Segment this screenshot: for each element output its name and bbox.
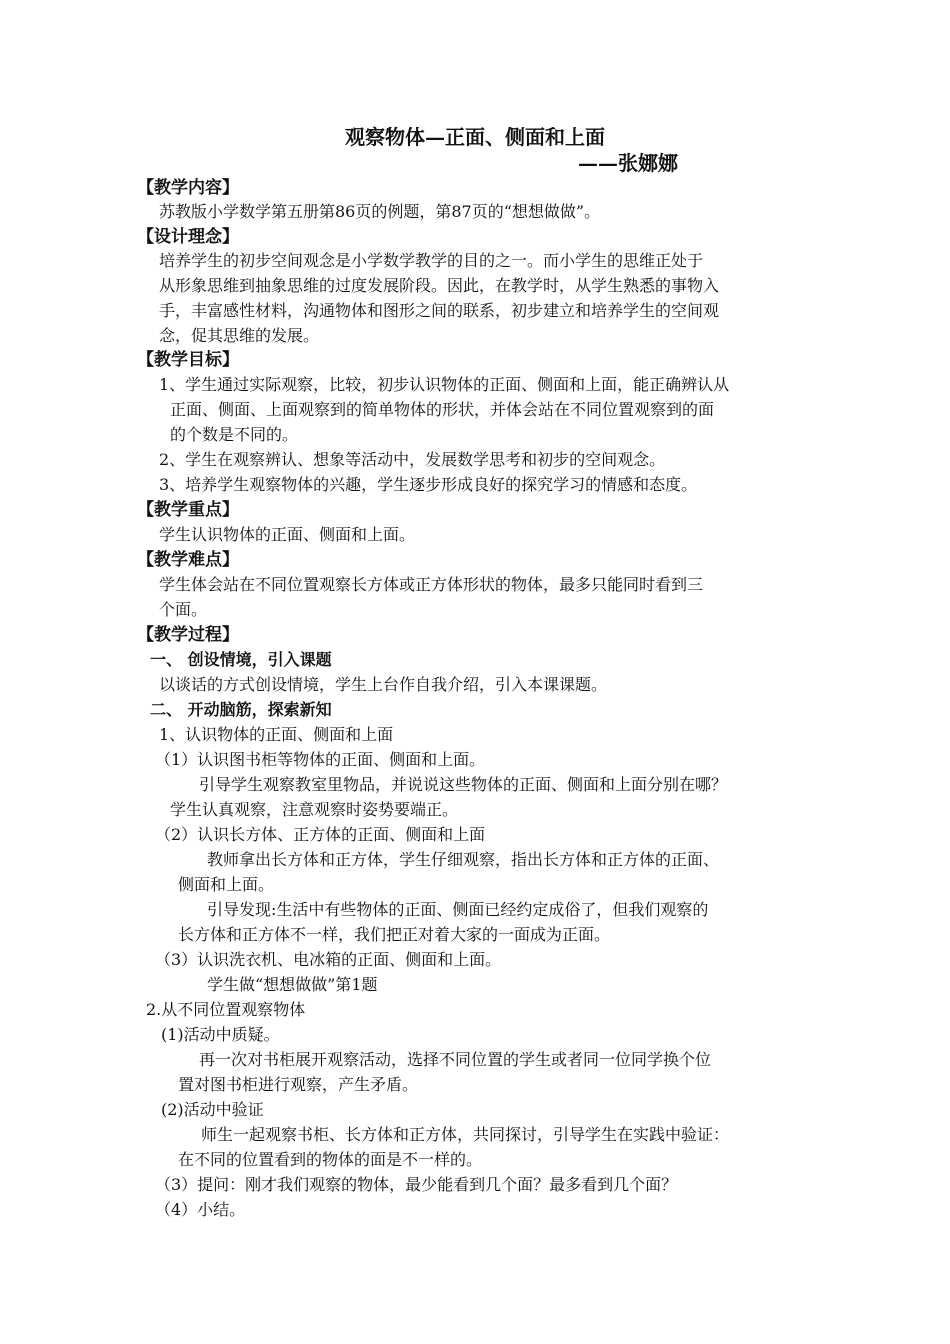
process-line: 引导发现:生活中有些物体的正面、侧面已经约定成俗了，但我们观察的	[207, 900, 709, 919]
process-line: 教师拿出长方体和正方体，学生仔细观察，指出长方体和正方体的正面、	[207, 850, 720, 869]
process-line: 学生认真观察，注意观察时姿势要端正。	[170, 800, 459, 819]
process-line: 学生做“想想做做”第1题	[207, 975, 378, 994]
process-line: 1、认识物体的正面、侧面和上面	[159, 725, 394, 744]
process-line: (1)活动中质疑。	[161, 1025, 280, 1044]
process-line: 再一次对书柜展开观察活动，选择不同位置的学生或者同一位同学换个位	[199, 1050, 712, 1069]
section-heading-concept: 【设计理念】	[137, 227, 239, 247]
process-line: 侧面和上面。	[178, 875, 275, 894]
process-line: 引导学生观察教室里物品，并说说这些物体的正面、侧面和上面分别在哪？	[199, 775, 728, 794]
process-line: 2.从不同位置观察物体	[146, 1000, 306, 1019]
section-line: 从形象思维到抽象思维的过度发展阶段。因此，在教学时，从学生熟悉的事物入	[159, 276, 720, 295]
process-step-1-title: 一、 创设情境，引入课题	[150, 650, 332, 669]
process-line: 师生一起观察书柜、长方体和正方体，共同探讨，引导学生在实践中验证：	[201, 1125, 730, 1144]
section-line: 的个数是不同的。	[170, 425, 299, 444]
process-line: （4）小结。	[155, 1200, 246, 1219]
process-line: (2)活动中验证	[161, 1100, 264, 1119]
section-line: 学生认识物体的正面、侧面和上面。	[159, 525, 416, 544]
section-heading-key-points: 【教学重点】	[137, 500, 239, 520]
section-line: 学生体会站在不同位置观察长方体或正方体形状的物体，最多只能同时看到三	[159, 575, 704, 594]
process-line: （1）认识图书柜等物体的正面、侧面和上面。	[155, 750, 486, 769]
process-step-2-title: 二、 开动脑筋，探索新知	[150, 700, 332, 719]
process-line: （3）提问：刚才我们观察的物体，最少能看到几个面？最多看到几个面？	[155, 1175, 678, 1194]
process-line: 在不同的位置看到的物体的面是不一样的。	[178, 1150, 483, 1169]
process-line: 长方体和正方体不一样，我们把正对着大家的一面成为正面。	[178, 925, 611, 944]
section-line: 个面。	[159, 600, 208, 619]
section-line: 2、学生在观察辨认、想象等活动中，发展数学思考和初步的空间观念。	[159, 450, 666, 469]
section-line: 培养学生的初步空间观念是小学数学教学的目的之一。而小学生的思维正处于	[159, 251, 704, 270]
process-step-1-text: 以谈话的方式创设情境，学生上台作自我介绍，引入本课课题。	[159, 675, 608, 694]
section-line: 苏教版小学数学第五册第86页的例题，第87页的“想想做做”。	[159, 202, 601, 221]
process-line: （2）认识长方体、正方体的正面、侧面和上面	[155, 825, 486, 844]
section-line: 1、学生通过实际观察，比较，初步认识物体的正面、侧面和上面，能正确辨认从	[159, 375, 730, 394]
document-author: ——张娜娜	[578, 151, 678, 175]
document-title: 观察物体—正面、侧面和上面	[345, 125, 605, 149]
section-line: 正面、侧面、上面观察到的简单物体的形状，并体会站在不同位置观察到的面	[170, 400, 715, 419]
section-line: 念，促其思维的发展。	[159, 326, 320, 345]
section-line: 3、培养学生观察物体的兴趣，学生逐步形成良好的探究学习的情感和态度。	[159, 475, 698, 494]
process-line: 置对图书柜进行观察，产生矛盾。	[178, 1075, 419, 1094]
section-heading-process: 【教学过程】	[137, 625, 239, 645]
section-heading-goals: 【教学目标】	[137, 350, 239, 370]
section-heading-difficulties: 【教学难点】	[137, 550, 239, 570]
section-heading-content: 【教学内容】	[137, 178, 239, 198]
section-line: 手，丰富感性材料，沟通物体和图形之间的联系，初步建立和培养学生的空间观	[159, 301, 720, 320]
process-line: （3）认识洗衣机、电冰箱的正面、侧面和上面。	[155, 950, 502, 969]
